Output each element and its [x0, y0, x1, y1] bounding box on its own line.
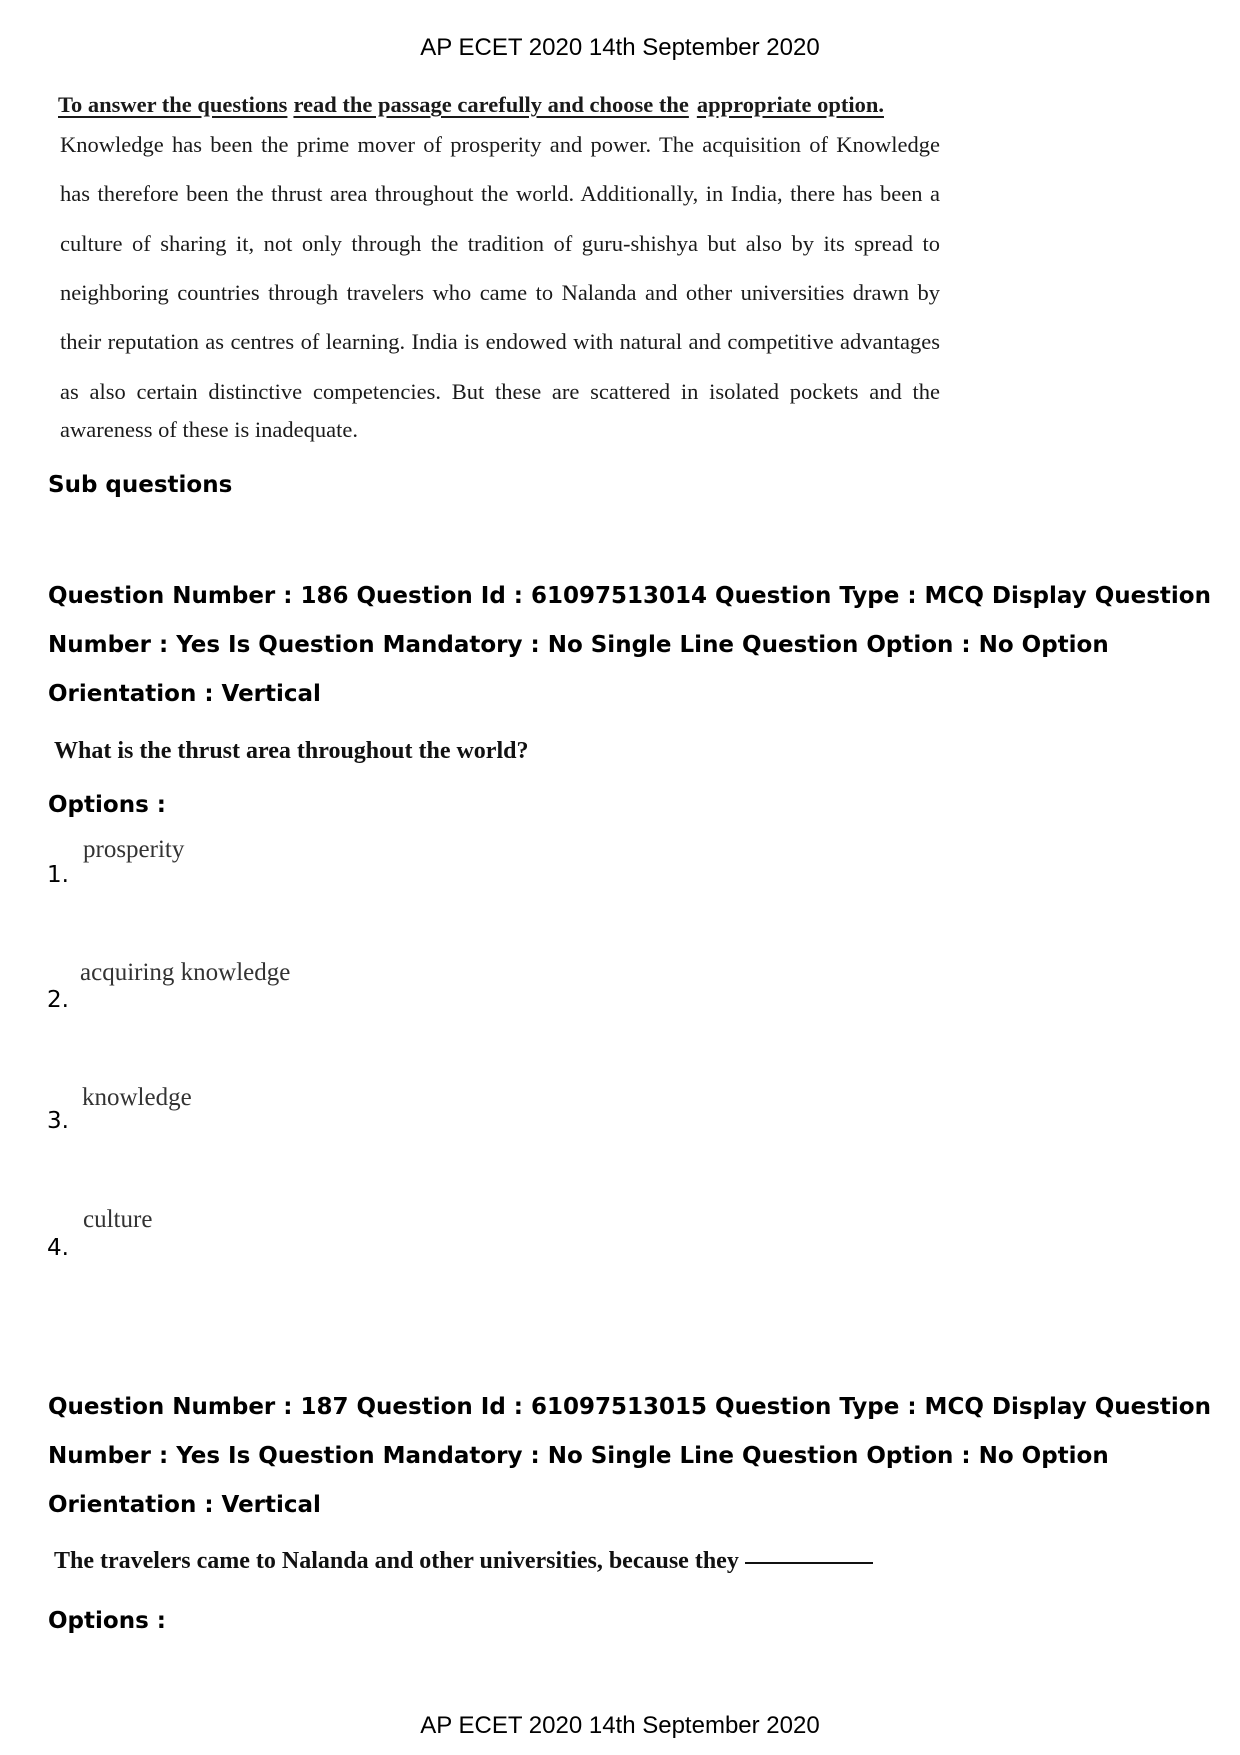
page-header: AP ECET 2020 14th September 2020 — [420, 34, 820, 61]
passage-heading-part-2: read the passage carefully and choose the — [293, 92, 689, 117]
question-187-meta-line-2: Number : Yes Is Question Mandatory : No Single Line Question Option : No Option — [48, 1443, 1109, 1469]
passage-line: has therefore been the thrust area throughout the world. Additionally, in India, there has been a — [60, 181, 940, 206]
passage-heading-part-1: To answer the questions — [58, 92, 288, 117]
passage-line: as also certain distinctive competencies. But these are scattered in isolated pockets and the — [60, 379, 940, 404]
option-4-number: 4. — [47, 1235, 69, 1261]
question-187-options-label: Options : — [48, 1608, 166, 1634]
question-186-meta-line-3: Orientation : Vertical — [48, 681, 321, 707]
passage-line: their reputation as centres of learning. India is endowed with natural and competitive advantages — [60, 329, 940, 354]
passage-image — [52, 84, 947, 456]
option-2-text: acquiring knowledge — [80, 959, 291, 986]
question-187-meta-line-3: Orientation : Vertical — [48, 1492, 321, 1518]
question-187-text — [54, 1548, 873, 1575]
question-186-meta-line-2: Number : Yes Is Question Mandatory : No Single Line Question Option : No Option — [48, 632, 1109, 658]
passage-line: awareness of these is inadequate. — [60, 417, 359, 442]
question-187-meta-line-1: Question Number : 187 Question Id : 61097513015 Question Type : MCQ Display Question — [48, 1394, 1211, 1420]
question-186-text: What is the thrust area throughout the world? — [54, 738, 529, 764]
option-3-text: knowledge — [82, 1084, 192, 1111]
passage-heading-part-3: appropriate option. — [696, 92, 884, 117]
option-4-text: culture — [83, 1206, 153, 1233]
option-1-text: prosperity — [83, 836, 185, 863]
sub-questions-label: Sub questions — [48, 472, 233, 498]
option-2-number: 2. — [47, 987, 69, 1013]
question-187-text-content: The travelers came to Nalanda and other universities, because they — [54, 1548, 739, 1574]
option-3-number: 3. — [47, 1108, 69, 1134]
question-186-options-label: Options : — [48, 792, 166, 818]
passage-line: Knowledge has been the prime mover of prosperity and power. The acquisition of Knowledge — [60, 132, 940, 157]
passage-heading — [58, 92, 884, 118]
answer-blank — [745, 1562, 873, 1564]
question-186-meta-line-1: Question Number : 186 Question Id : 61097513014 Question Type : MCQ Display Question — [48, 583, 1211, 609]
passage-line: culture of sharing it, not only through the tradition of guru-shishya but also by its spread to — [60, 231, 940, 256]
page-footer: AP ECET 2020 14th September 2020 — [420, 1712, 820, 1739]
option-1-number: 1. — [47, 862, 69, 888]
passage-line: neighboring countries through travelers who came to Nalanda and other universities drawn by — [60, 280, 940, 305]
